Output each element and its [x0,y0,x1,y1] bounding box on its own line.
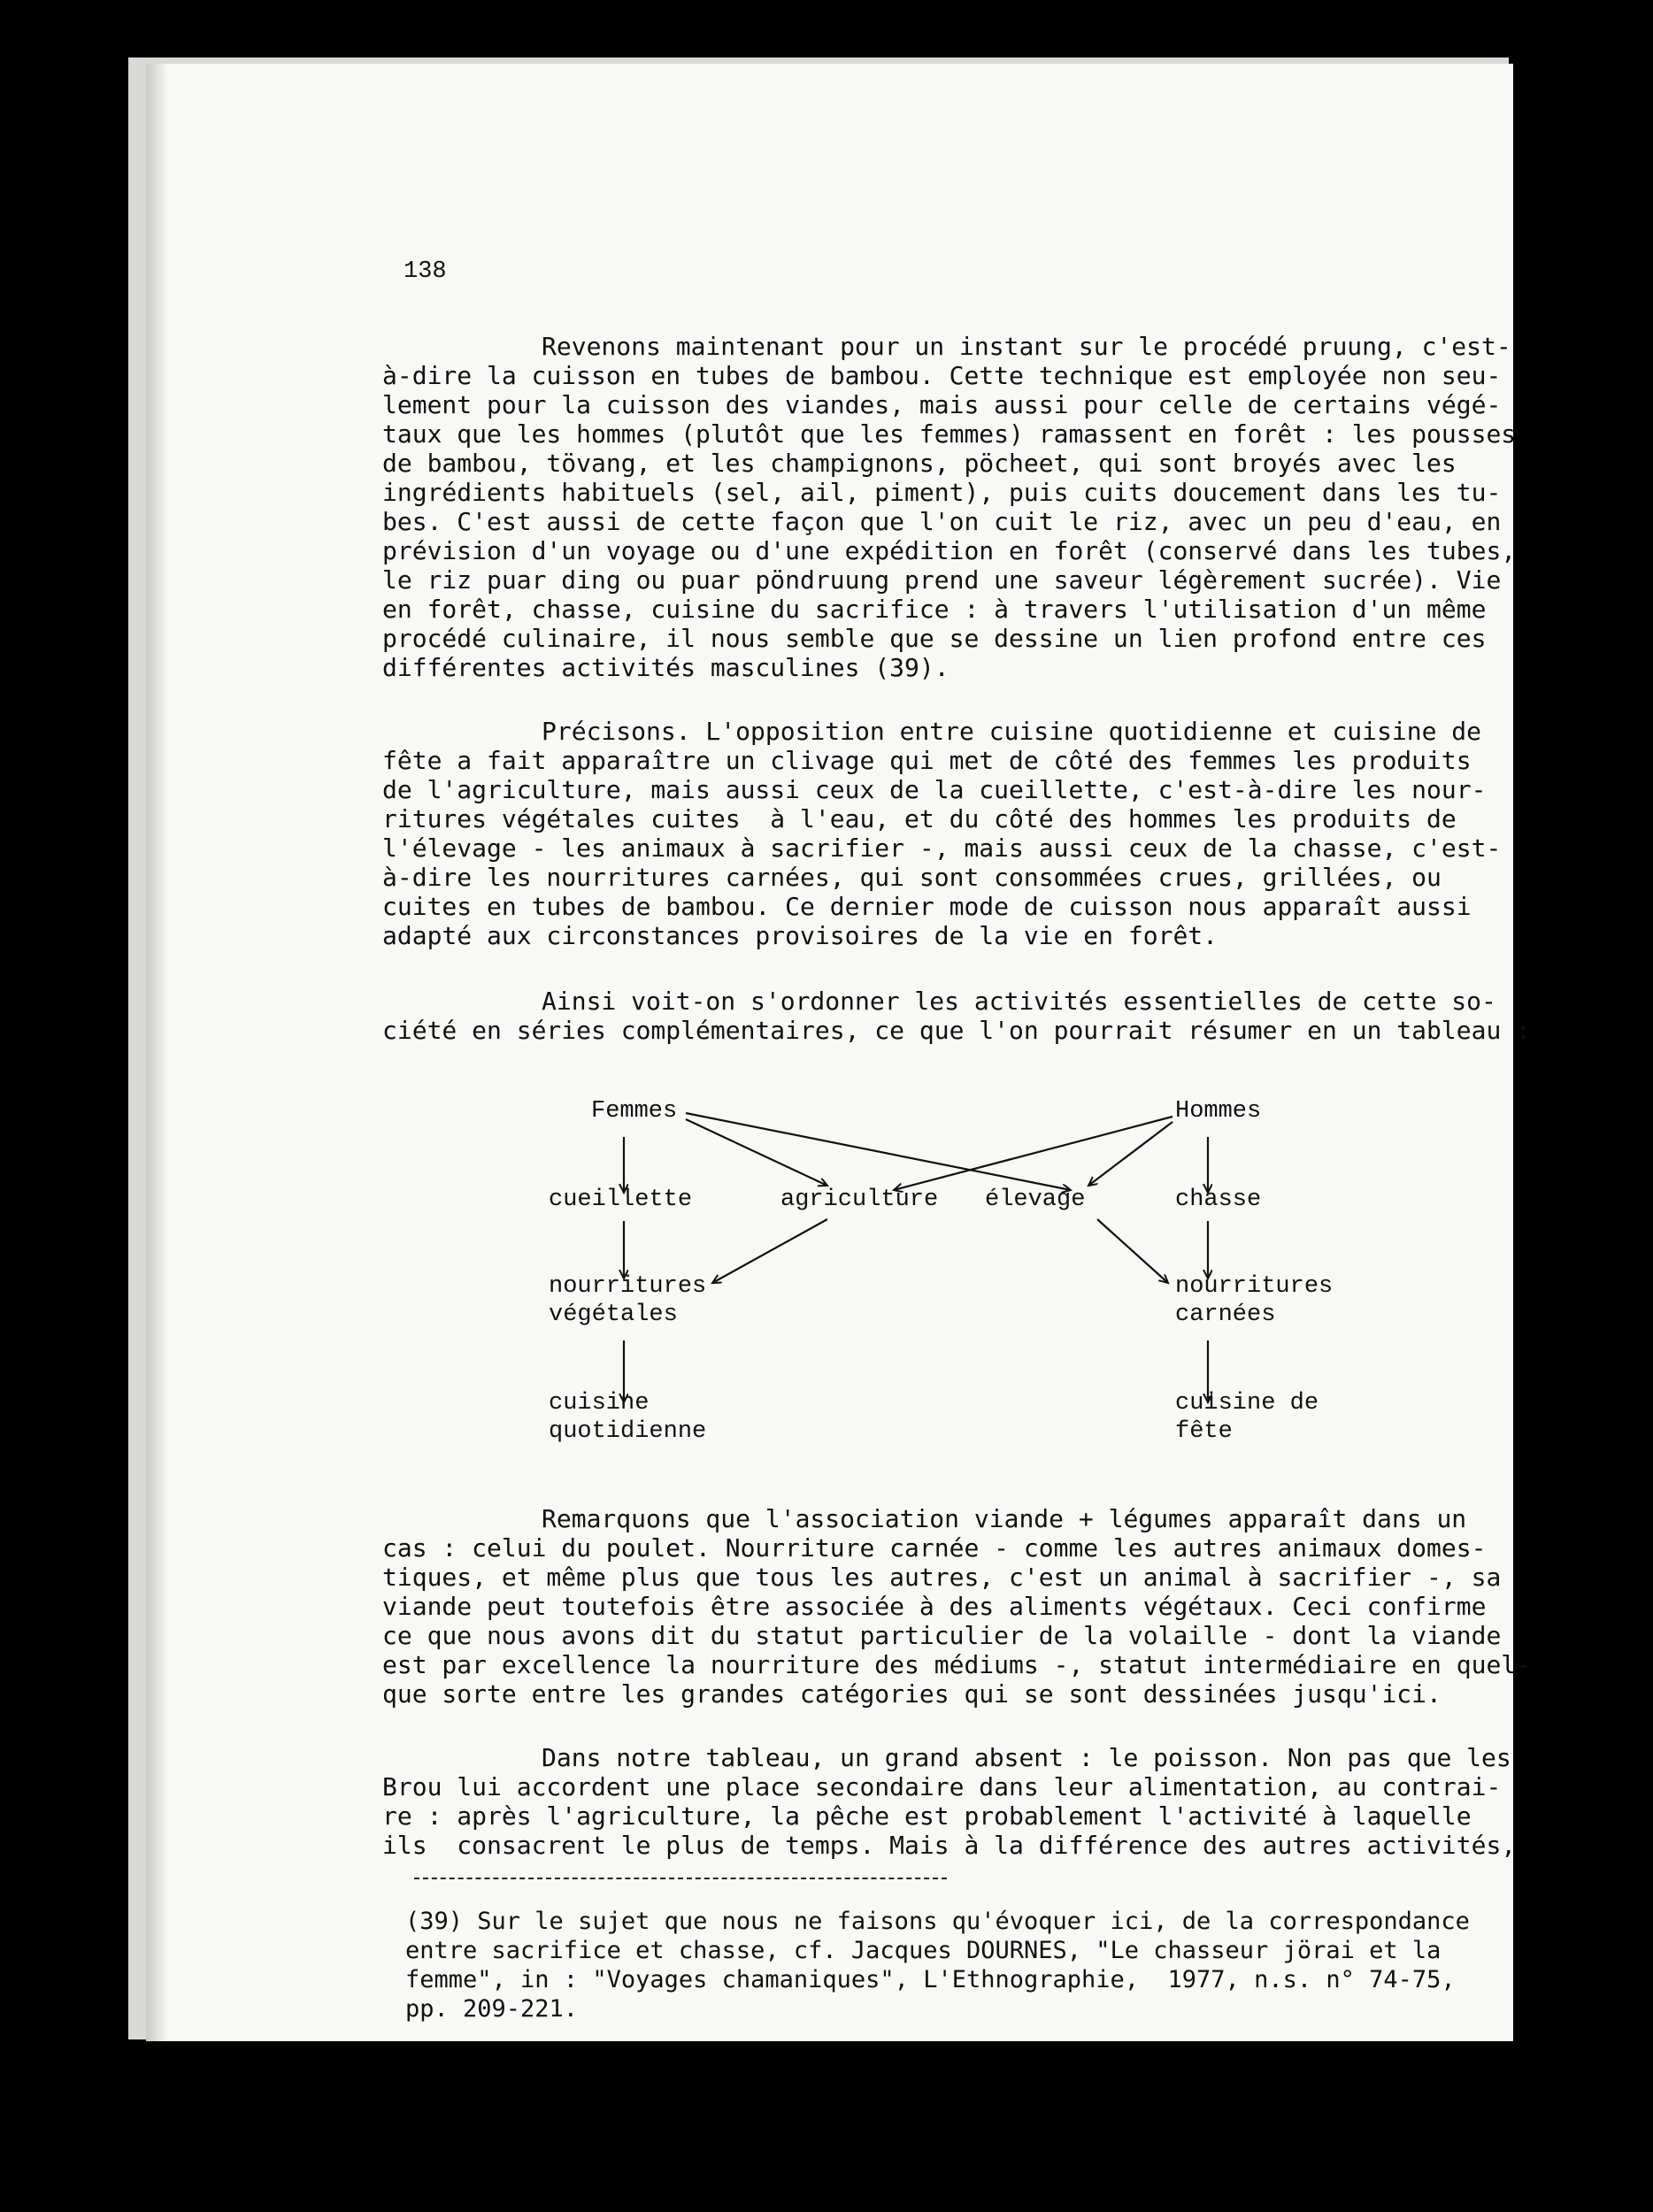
text-line: à-dire les nourritures carnées, qui sont consommées crues, grillées, ou [382,863,1442,892]
footnote-39 [405,1907,1470,2024]
text-line: l'élevage - les animaux à sacrifier -, mais aussi ceux de la chasse, c'est- [382,833,1502,863]
text-line: à-dire la cuisson en tubes de bambou. Cette technique est employée non seu- [382,361,1502,390]
diagram-node-nourritures-vegetales: nourritures végétales [549,1273,707,1328]
footnote-line: pp. 209-221. [405,1995,579,2023]
text-line: en forêt, chasse, cuisine du sacrifice : à travers l'utilisation d'un même [382,595,1487,624]
text-line: ils consacrent le plus de temps. Mais à la différence des autres activités, [382,1831,1517,1860]
text-line: différentes activités masculines (39). [382,653,950,682]
text-line: ciété en séries complémentaires, ce que l'on pourrait résumer en un tableau : [382,1016,1532,1045]
text-line: cuites en tubes de bambou. Ce dernier mode de cuisson nous apparaît aussi [382,892,1472,921]
footnote-line: (39) Sur le sujet que nous ne faisons qu'évoquer ici, de la correspondance [405,1908,1470,1935]
text-line: tiques, et même plus que tous les autres, c'est un animal à sacrifier -, sa [382,1563,1502,1592]
diagram-node-cuisine-de-fete: cuisine de fête [1175,1390,1319,1445]
text-line: fête a fait apparaître un clivage qui met de côté des femmes les produits [382,746,1472,775]
paragraph-grand-absent [382,1743,1517,1860]
diagram-node-cuisine-quotidienne: cuisine quotidienne [549,1390,707,1445]
paragraph-remarquons [382,1504,1532,1709]
text-line: ce que nous avons dit du statut particulier de la volaille - dont la viande [382,1621,1502,1650]
text-line: Précisons. L'opposition entre cuisine quotidienne et cuisine de [542,717,1482,746]
diagram-node-hommes: Hommes [1175,1098,1262,1125]
text-line: taux que les hommes (plutôt que les femmes) ramassent en forêt : les pousses [382,419,1517,449]
text-line: de bambou, tövang, et les champignons, pöcheet, qui sont broyés avec les [382,449,1457,478]
text-line: Ainsi voit-on s'ordonner les activités essentielles de cette so- [542,987,1496,1016]
diagram-node-elevage: élevage [985,1187,1086,1213]
text-line: le riz puar ding ou puar pöndruung prend une saveur légèrement sucrée). Vie [382,565,1502,595]
text-line: Brou lui accordent une place secondaire dans leur alimentation, au contrai- [382,1772,1502,1801]
diagram-node-nourritures-carnees: nourritures carnées [1175,1273,1334,1328]
footnote-line: femme", in : "Voyages chamaniques", L'Ethnographie, 1977, n.s. n° 74-75, [405,1966,1456,1993]
page-number: 138 [404,258,447,285]
diagram-node-chasse: chasse [1175,1187,1262,1213]
text-line: lement pour la cuisson des viandes, mais aussi pour celle de certains végé- [382,390,1502,419]
text-line: adapté aux circonstances provisoires de la vie en forêt. [382,921,1219,950]
text-line: prévision d'un voyage ou d'une expédition en forêt (conservé dans les tubes, [382,536,1517,565]
paragraph-pruung [382,332,1517,682]
text-line: Remarquons que l'association viande + légumes apparaît dans un [542,1504,1467,1533]
text-line: re : après l'agriculture, la pêche est probablement l'activité à laquelle [382,1801,1472,1831]
diagram-node-femmes: Femmes [591,1098,678,1125]
footnote-line: entre sacrifice et chasse, cf. Jacques DOURNES, "Le chasseur jörai et la [405,1937,1442,1964]
text-line: viande peut toutefois être associée à des aliments végétaux. Ceci confirme [382,1592,1487,1621]
text-line: bes. C'est aussi de cette façon que l'on cuit le riz, avec un peu d'eau, en [382,507,1502,536]
text-line: est par excellence la nourriture des médiums -, statut intermédiaire en quel- [382,1650,1532,1679]
text-line: ritures végétales cuites à l'eau, et du côté des hommes les produits de [382,804,1457,833]
text-line: ingrédients habituels (sel, ail, piment), puis cuits doucement dans les tu- [382,478,1502,507]
footnote-separator [414,1878,947,1879]
page-gutter-shadow [146,64,168,2041]
paragraph-precisons [382,717,1502,950]
text-line: Revenons maintenant pour un instant sur le procédé pruung, c'est- [542,332,1511,361]
text-line: cas : celui du poulet. Nourriture carnée - comme les autres animaux domes- [382,1533,1487,1563]
text-line: procédé culinaire, il nous semble que se dessine un lien profond entre ces [382,624,1487,653]
text-line: que sorte entre les grandes catégories qui se sont dessinées jusqu'ici. [382,1679,1442,1709]
diagram-node-cueillette: cueillette [549,1187,693,1213]
paragraph-tableau-intro [382,987,1532,1045]
text-line: de l'agriculture, mais aussi ceux de la cueillette, c'est-à-dire les nour- [382,775,1487,804]
diagram-node-agriculture: agriculture [780,1187,939,1213]
text-line: Dans notre tableau, un grand absent : le poisson. Non pas que les [542,1743,1511,1772]
